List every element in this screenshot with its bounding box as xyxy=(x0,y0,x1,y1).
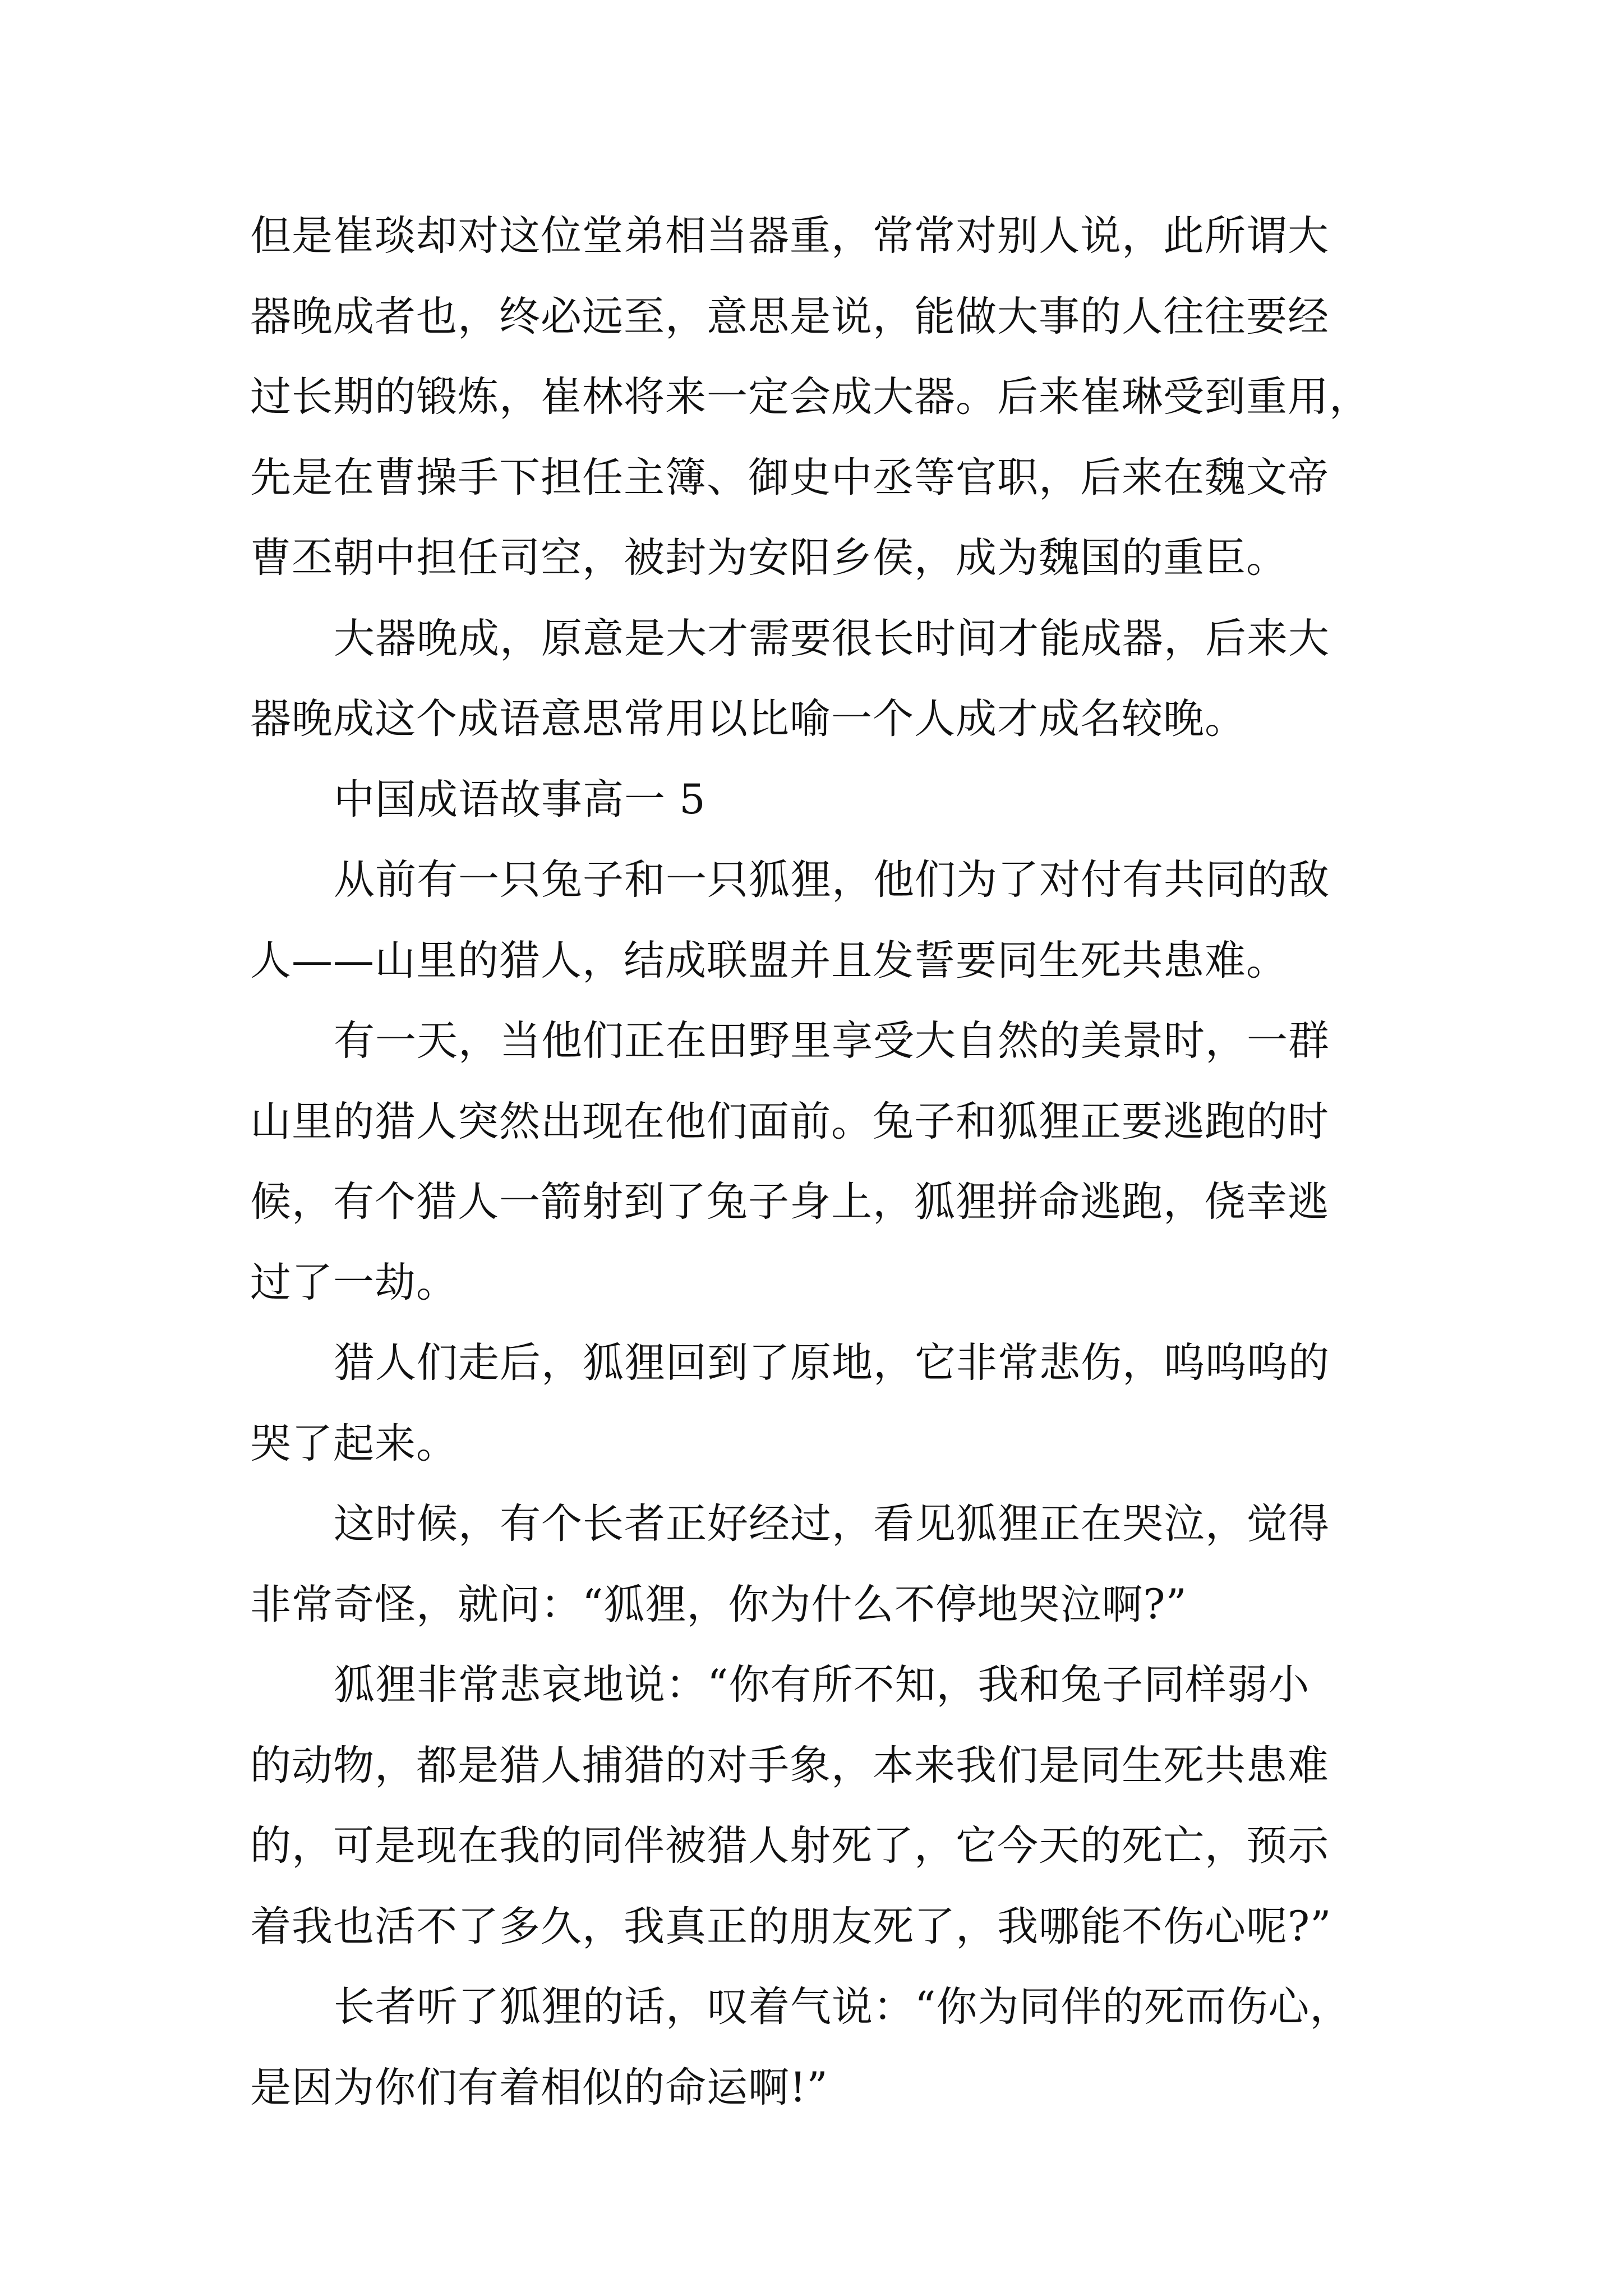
text-line: 过长期的锻炼，崔林将来一定会成大器。后来崔琳受到重用， xyxy=(250,373,1371,421)
text-line: 山里的猎人突然出现在他们面前。兔子和狐狸正要逃跑的时 xyxy=(250,1098,1329,1145)
text-line: 曹丕朝中担任司空，被封为安阳乡侯，成为魏国的重臣。 xyxy=(250,534,1288,582)
text-line: 的动物，都是猎人捕猎的对手象，本来我们是同生死共患难 xyxy=(250,1742,1329,1789)
text-line: 但是崔琰却对这位堂弟相当器重，常常对别人说，此所谓大 xyxy=(250,212,1329,260)
text-line: 的，可是现在我的同伴被猎人射死了，它今天的死亡，预示 xyxy=(250,1822,1329,1870)
paragraph-first-line: 长者听了狐狸的话，叹着气说：“你为同伴的死而伤心， xyxy=(334,1983,1352,2031)
text-line: 先是在曹操手下担任主簿、御史中丞等官职，后来在魏文帝 xyxy=(250,454,1329,501)
text-line: 候，有个猎人一箭射到了兔子身上，狐狸拼命逃跑，侥幸逃 xyxy=(250,1178,1329,1226)
paragraph-first-line: 狐狸非常悲哀地说：“你有所不知，我和兔子同样弱小 xyxy=(334,1661,1310,1709)
text-line: 器晚成这个成语意思常用以比喻一个人成才成名较晚。 xyxy=(250,695,1246,743)
text-line: 是因为你们有着相似的命运啊!” xyxy=(250,2064,828,2111)
text-line: 哭了起来。 xyxy=(250,1420,458,1467)
text-line: 器晚成者也，终必远至，意思是说，能做大事的人往往要经 xyxy=(250,293,1329,341)
paragraph-first-line: 大器晚成，原意是大才需要很长时间才能成器，后来大 xyxy=(334,615,1330,662)
text-line: 非常奇怪，就问：“狐狸，你为什么不停地哭泣啊?” xyxy=(250,1581,1187,1628)
text-line: 着我也活不了多久，我真正的朋友死了，我哪能不伤心呢?” xyxy=(250,1903,1332,1950)
paragraph-first-line: 从前有一只兔子和一只狐狸，他们为了对付有共同的敌 xyxy=(334,856,1330,904)
text-line: 过了一劫。 xyxy=(250,1259,458,1306)
paragraph-first-line: 这时候，有个长者正好经过，看见狐狸正在哭泣，觉得 xyxy=(334,1500,1330,1548)
text-line: 人——山里的猎人，结成联盟并且发誓要同生死共患难。 xyxy=(250,937,1288,984)
section-heading: 中国成语故事高一 5 xyxy=(334,776,706,823)
paragraph-first-line: 有一天，当他们正在田野里享受大自然的美景时，一群 xyxy=(334,1017,1330,1065)
paragraph-first-line: 猎人们走后，狐狸回到了原地，它非常悲伤，呜呜呜的 xyxy=(334,1339,1330,1387)
